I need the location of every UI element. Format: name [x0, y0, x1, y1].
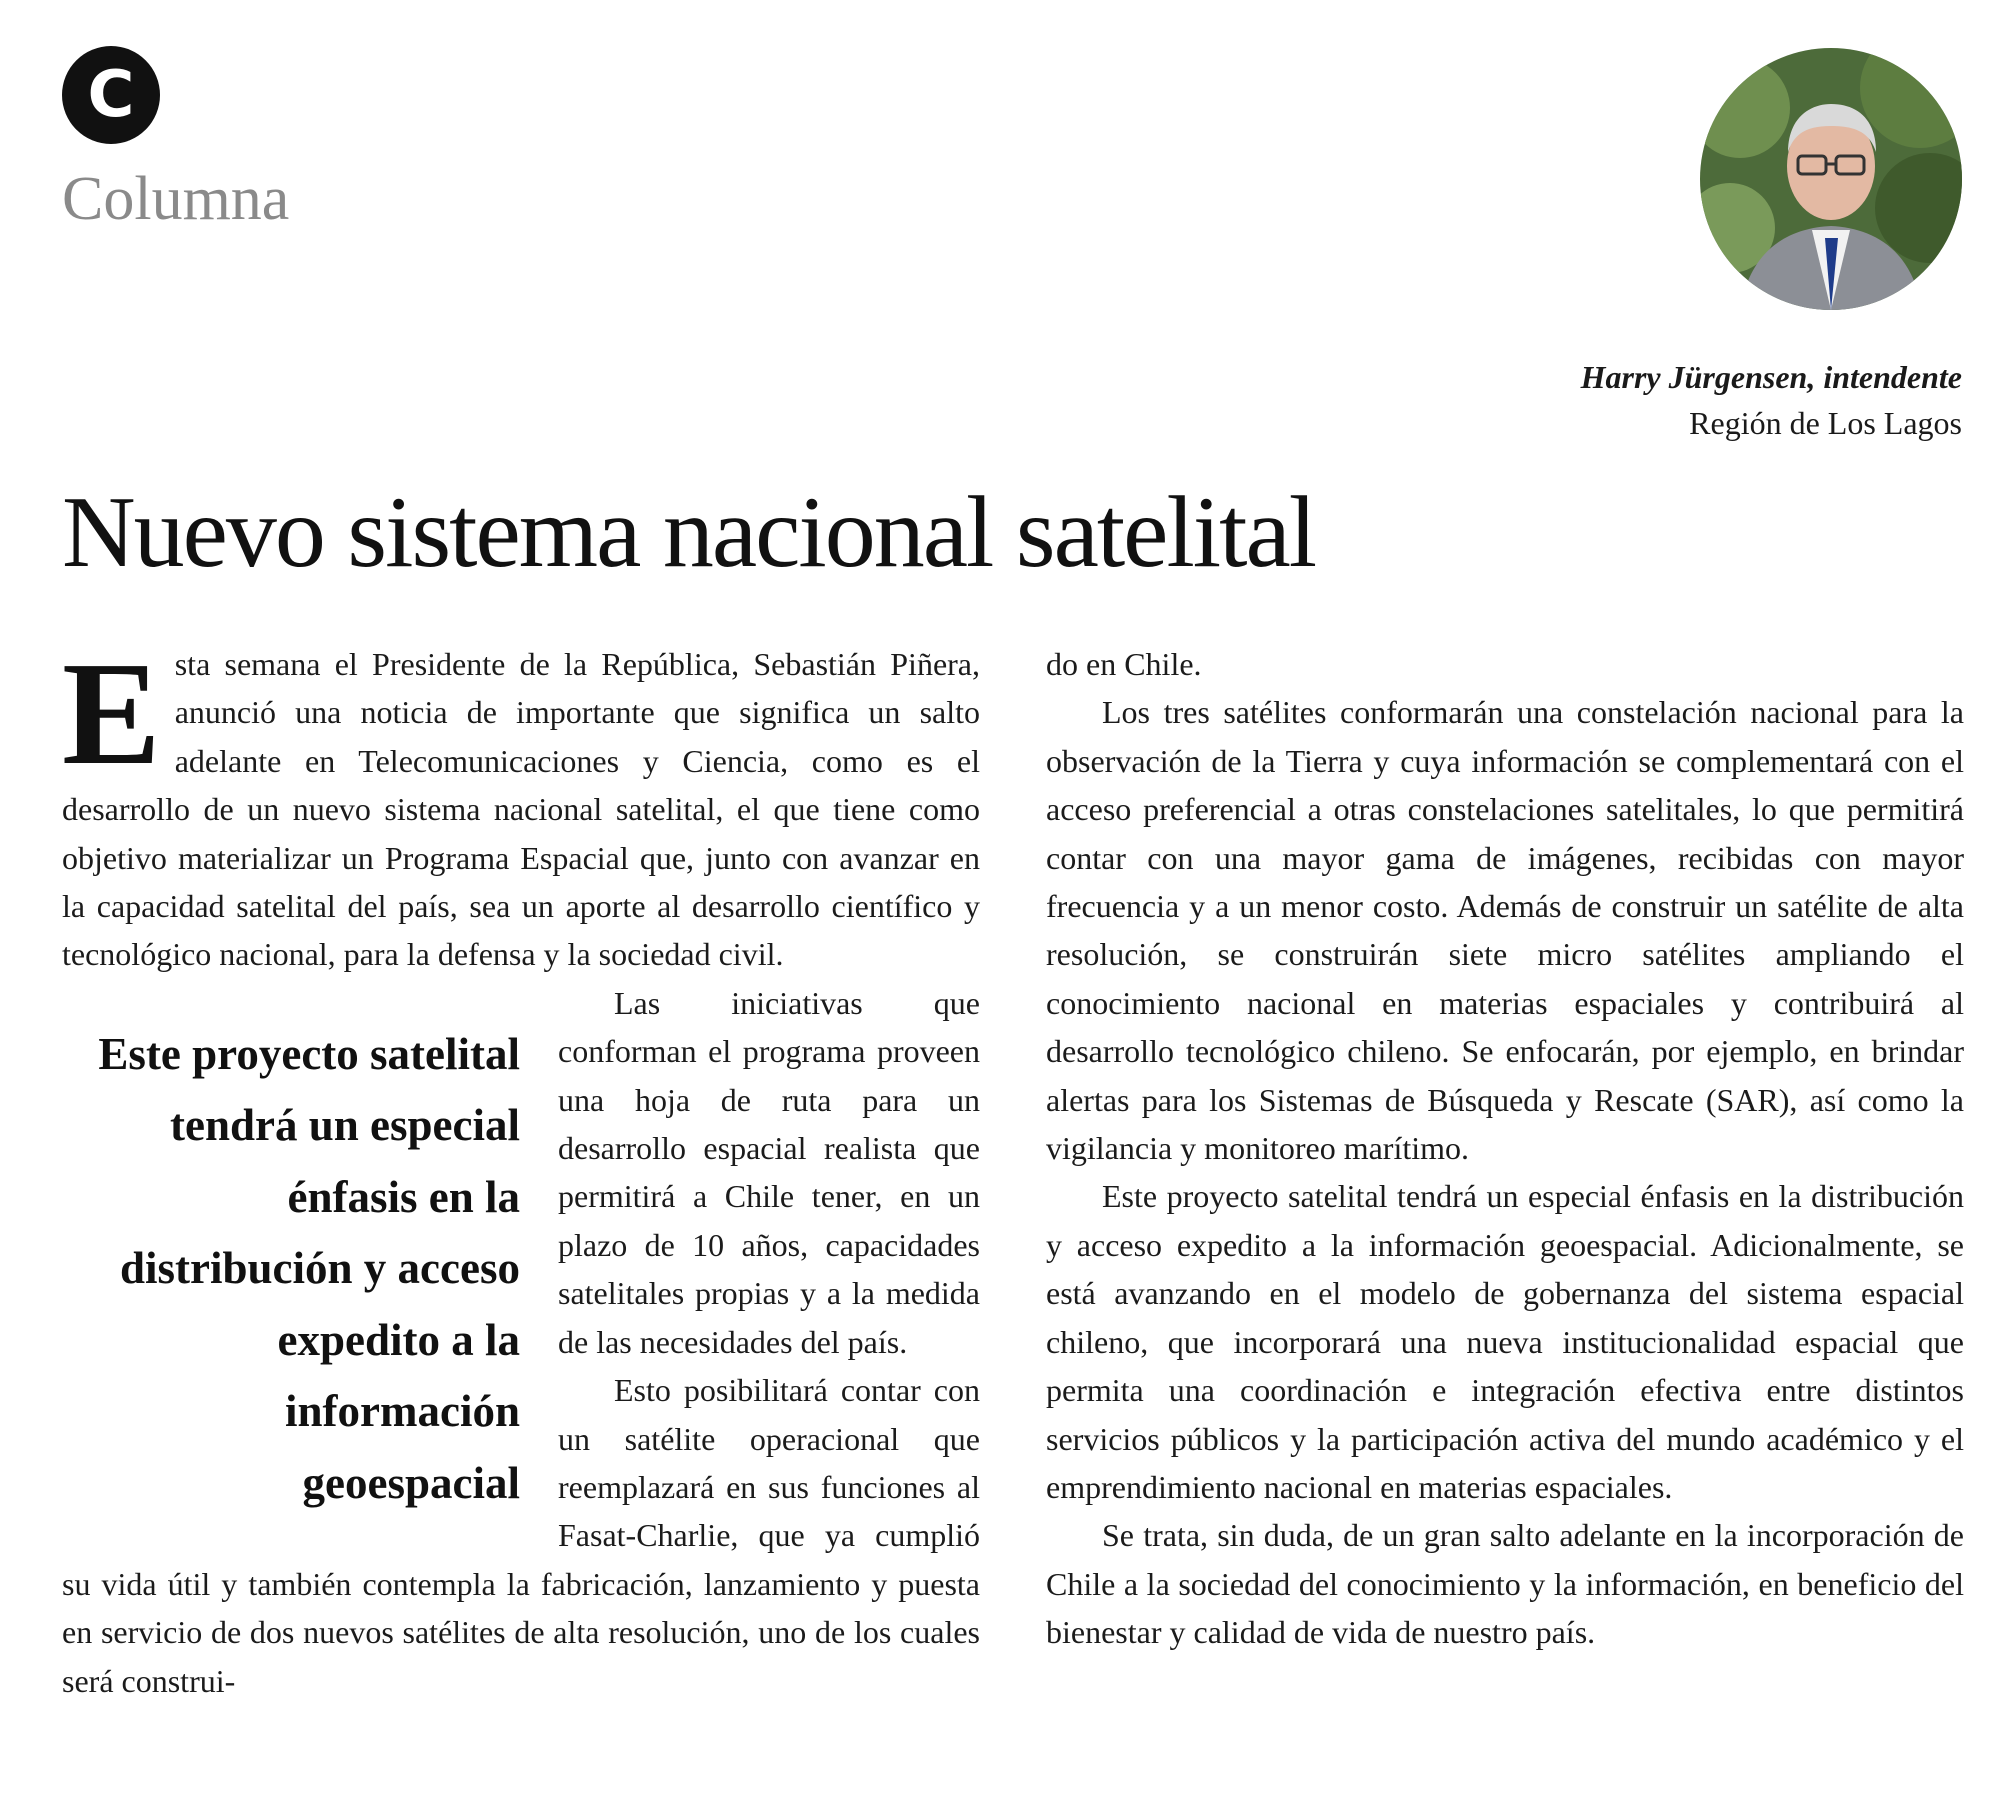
section-logo: [62, 46, 160, 144]
article-paragraph-3: Esto posibilitará contar con un satélite operacional que reemplazará en sus funciones al Fasat-Charlie, que ya cumplió su vida útil y también contempla la fabricación, lanzamiento y puesta en servicio de dos nuevos satélites de alta resolución, uno de los cuales será construi-: [62, 1372, 980, 1699]
author-portrait-illustration: [1700, 48, 1962, 310]
byline: [1581, 354, 1962, 446]
headline: Nuevo sistema nacional satelital: [62, 476, 1316, 589]
author-photo: [1700, 48, 1962, 310]
section-label: Columna: [62, 165, 290, 233]
logo-letter: C: [87, 58, 135, 132]
article-column-right: [1046, 640, 1964, 1657]
article-paragraph-6: Se trata, sin duda, de un gran salto adelante en la incorporación de Chile a la sociedad del conocimiento y la información, en beneficio del bienestar y calidad de vida de nuestro país.: [1046, 1517, 1964, 1651]
article-column-left: [62, 632, 980, 1705]
article-paragraph-1: [62, 632, 980, 979]
paragraph-1-text: sta semana el Presidente de la República, Sebastián Piñera, anunció una noticia de importante que significa un salto adelante en Telecomunicaciones y Ciencia, como es el desarrollo de un nuevo sistema nacional satelital, el que tiene como objetivo materializar un Programa Espacial que, junto con avanzar en la capacidad satelital del país, sea un aporte al desarrollo científico y tecnológico nacional, para la defensa y la sociedad civil.: [62, 646, 980, 973]
author-region: Región de Los Lagos: [1689, 405, 1962, 441]
article-paragraph-5: Este proyecto satelital tendrá un especial énfasis en la distribución y acceso expedito a la información geoespacial. Adicionalmente, se está avanzando en el modelo de gobernanza del sistema espacial chileno, que incorporará una nueva institucionalidad espacial que permita una coordinación e integración efectiva entre distintos servicios públicos y la participación activa del mundo académico y el emprendimiento nacional en materias espaciales.: [1046, 1178, 1964, 1505]
pull-quote: Este proyecto satelital tendrá un especial énfasis en la distribución y acceso expedito a la información geoespacial: [98, 1028, 520, 1508]
drop-cap: E: [62, 632, 161, 796]
author-name: Harry Jürgensen, intendente: [1580, 359, 1962, 395]
article-paragraph-3-continued: do en Chile.: [1046, 646, 1202, 682]
article-paragraph-4: Los tres satélites conformarán una constelación nacional para la observación de la Tierra y cuya información se complementará con el acceso preferencial a otras constelaciones satelitales, lo que permitirá contar con una mayor gama de imágenes, recibidas con mayor frecuencia y a un menor costo. Además de construir un satélite de alta resolución, se construirán siete micro satélites ampliando el conocimiento nacional en materias espaciales y contribuirá al desarrollo tecnológico chileno. Se enfocarán, por ejemplo, en brindar alertas para los Sistemas de Búsqueda y Rescate (SAR), así como la vigilancia y monitoreo marítimo.: [1046, 694, 1964, 1167]
article-paragraph-2: Las iniciativas que conforman el programa proveen una hoja de ruta para un desarrollo espacial realista que permitirá a Chile tener, en un plazo de 10 años, capacidades satelitales propias y a la medida de las necesidades del país.: [558, 984, 980, 1360]
